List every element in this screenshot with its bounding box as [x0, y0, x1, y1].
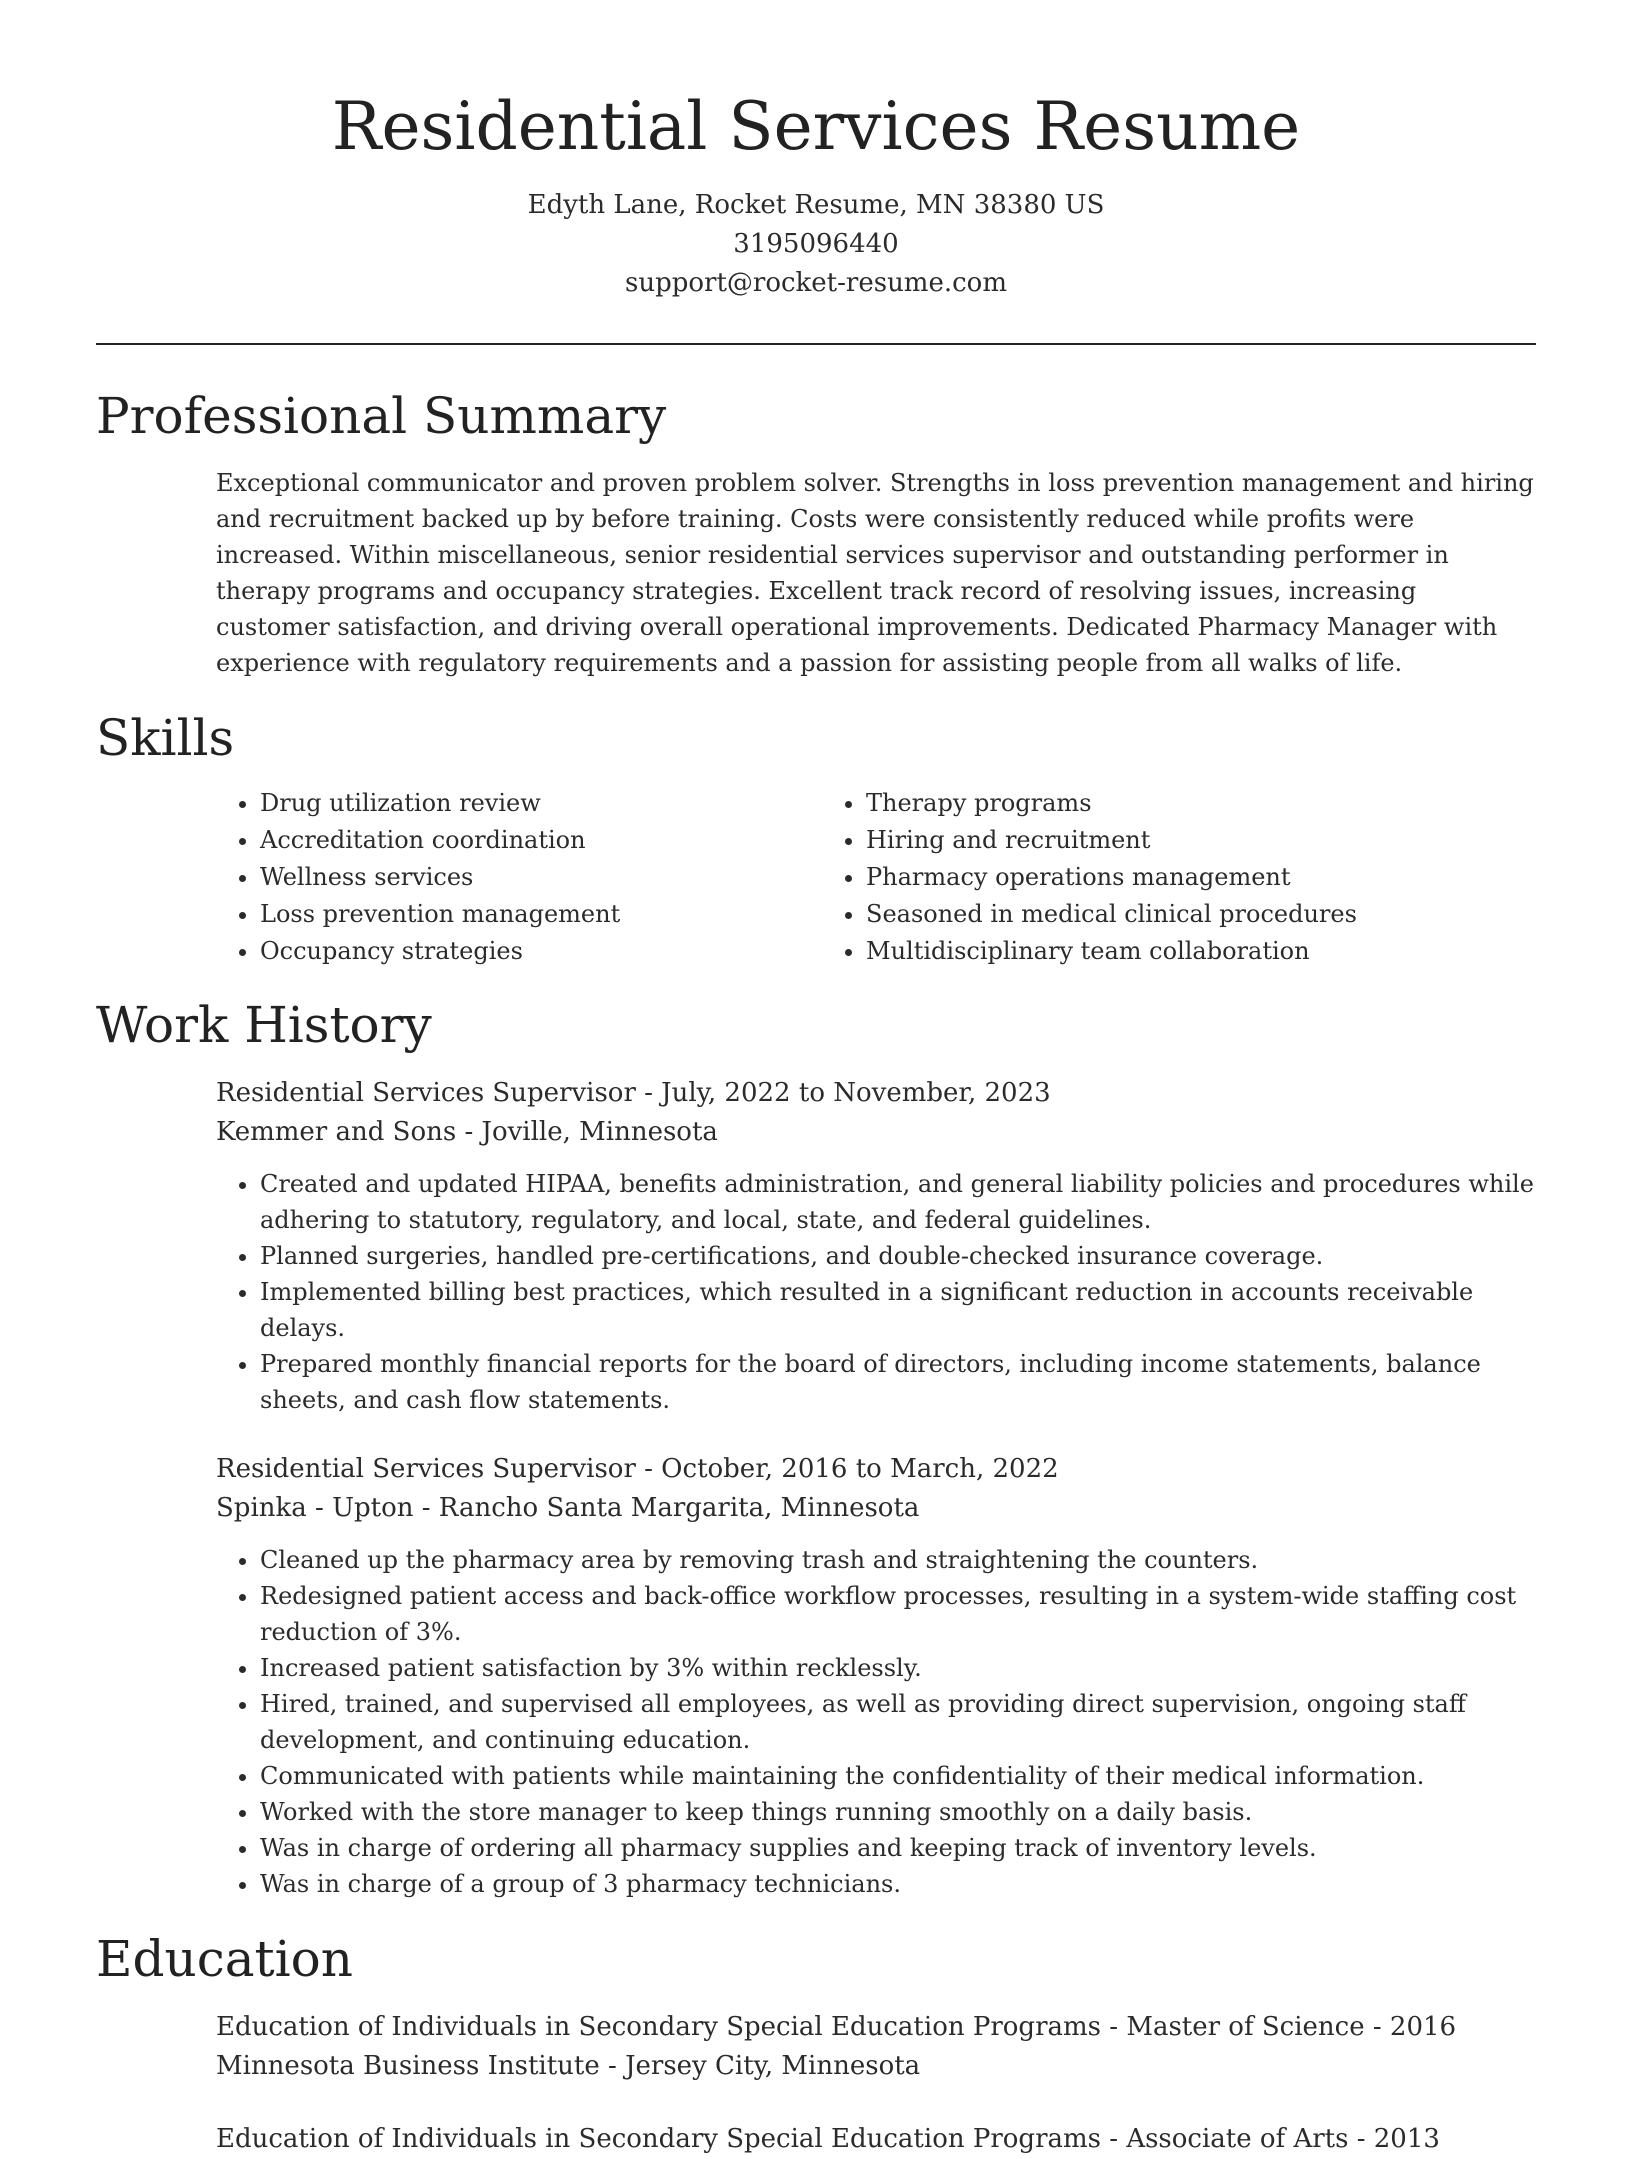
job-entry: [216, 1450, 1536, 1902]
job-bullet: • Was in charge of a group of 3 pharmacy technicians.: [260, 1866, 1536, 1902]
skill-item: • Pharmacy operations management: [866, 859, 1428, 896]
education-school-line: Minnesota Business Institute - Jersey City, Minnesota: [216, 2051, 921, 2081]
job-company-line: Kemmer and Sons - Joville, Minnesota: [216, 1117, 718, 1147]
header-divider: [96, 343, 1536, 345]
summary-heading: Professional Summary: [96, 387, 667, 445]
job-title-line: Residential Services Supervisor - July, 2022 to November, 2023: [216, 1078, 1051, 1108]
job-bullet: • Was in charge of ordering all pharmacy supplies and keeping track of inventory levels.: [260, 1830, 1536, 1866]
skill-item: • Multidisciplinary team collaboration: [866, 933, 1428, 970]
resume-header: [96, 0, 1536, 303]
summary-text: Exceptional communicator and proven problem solver. Strengths in loss prevention management and hiring and recruitment backed up by before training. Costs were consistently reduced while profits were increased. Within miscellaneous, senior residential services supervisor and outstanding performer in therapy programs and occupancy strategies. Excellent track record of resolving issues, increasing customer satisfaction, and driving overall operational improvements. Dedicated Pharmacy Manager with experience with regulatory requirements and a passion for assisting people from all walks of life.: [216, 469, 1534, 677]
skill-item: • Occupancy strategies: [260, 933, 822, 970]
contact-address: Edyth Lane, Rocket Resume, MN 38380 US: [527, 190, 1105, 220]
contact-phone: 3195096440: [733, 229, 899, 259]
skill-item: • Hiring and recruitment: [866, 822, 1428, 859]
job-bullet: • Cleaned up the pharmacy area by removing trash and straightening the counters.: [260, 1542, 1536, 1578]
job-bullet: • Planned surgeries, handled pre-certifications, and double-checked insurance coverage.: [260, 1238, 1536, 1274]
skill-item: • Accreditation coordination: [260, 822, 822, 859]
contact-block: [96, 186, 1536, 303]
skill-item: • Therapy programs: [866, 785, 1428, 822]
job-bullet: • Redesigned patient access and back-office workflow processes, resulting in a system-wide staffing cost reduction of 3%.: [260, 1578, 1536, 1650]
job-bullet: • Hired, trained, and supervised all employees, as well as providing direct supervision, ongoing staff development, and continuing education.: [260, 1686, 1536, 1758]
job-bullet: • Communicated with patients while maintaining the confidentiality of their medical information.: [260, 1758, 1536, 1794]
resume-title: Residential Services Resume: [331, 88, 1301, 165]
job-bullet: • Implemented billing best practices, which resulted in a significant reduction in accounts receivable delays.: [260, 1274, 1536, 1346]
skills-column-left: [216, 785, 822, 970]
education-degree-line: Education of Individuals in Secondary Special Education Programs - Master of Science - 2016: [216, 2012, 1457, 2042]
skills-heading: Skills: [96, 709, 235, 767]
skills-column-right: [822, 785, 1428, 970]
job-bullets: [216, 1166, 1536, 1418]
resume-page: [96, 0, 1536, 2159]
skill-item: • Wellness services: [260, 859, 822, 896]
work-history-heading: Work History: [96, 996, 432, 1054]
education-degree-line: Education of Individuals in Secondary Special Education Programs - Associate of Arts - 2013: [216, 2124, 1440, 2154]
skill-item: • Loss prevention management: [260, 896, 822, 933]
contact-email: support@rocket-resume.com: [624, 268, 1007, 298]
job-bullet: • Created and updated HIPAA, benefits administration, and general liability policies and procedures while adhering to statutory, regulatory, and local, state, and federal guidelines.: [260, 1166, 1536, 1238]
education-entry: [216, 2008, 1536, 2086]
skills-list: [216, 785, 1536, 970]
education-heading: Education: [96, 1930, 353, 1988]
job-bullet: • Worked with the store manager to keep things running smoothly on a daily basis.: [260, 1794, 1536, 1830]
education-entry: [216, 2120, 1536, 2159]
job-bullet: • Increased patient satisfaction by 3% within recklessly.: [260, 1650, 1536, 1686]
skill-item: • Drug utilization review: [260, 785, 822, 822]
skill-item: • Seasoned in medical clinical procedures: [866, 896, 1428, 933]
job-entry: [216, 1074, 1536, 1418]
job-bullet: • Prepared monthly financial reports for the board of directors, including income statements, balance sheets, and cash flow statements.: [260, 1346, 1536, 1418]
job-company-line: Spinka - Upton - Rancho Santa Margarita, Minnesota: [216, 1493, 920, 1523]
job-title-line: Residential Services Supervisor - October, 2016 to March, 2022: [216, 1454, 1059, 1484]
job-bullets: [216, 1542, 1536, 1902]
